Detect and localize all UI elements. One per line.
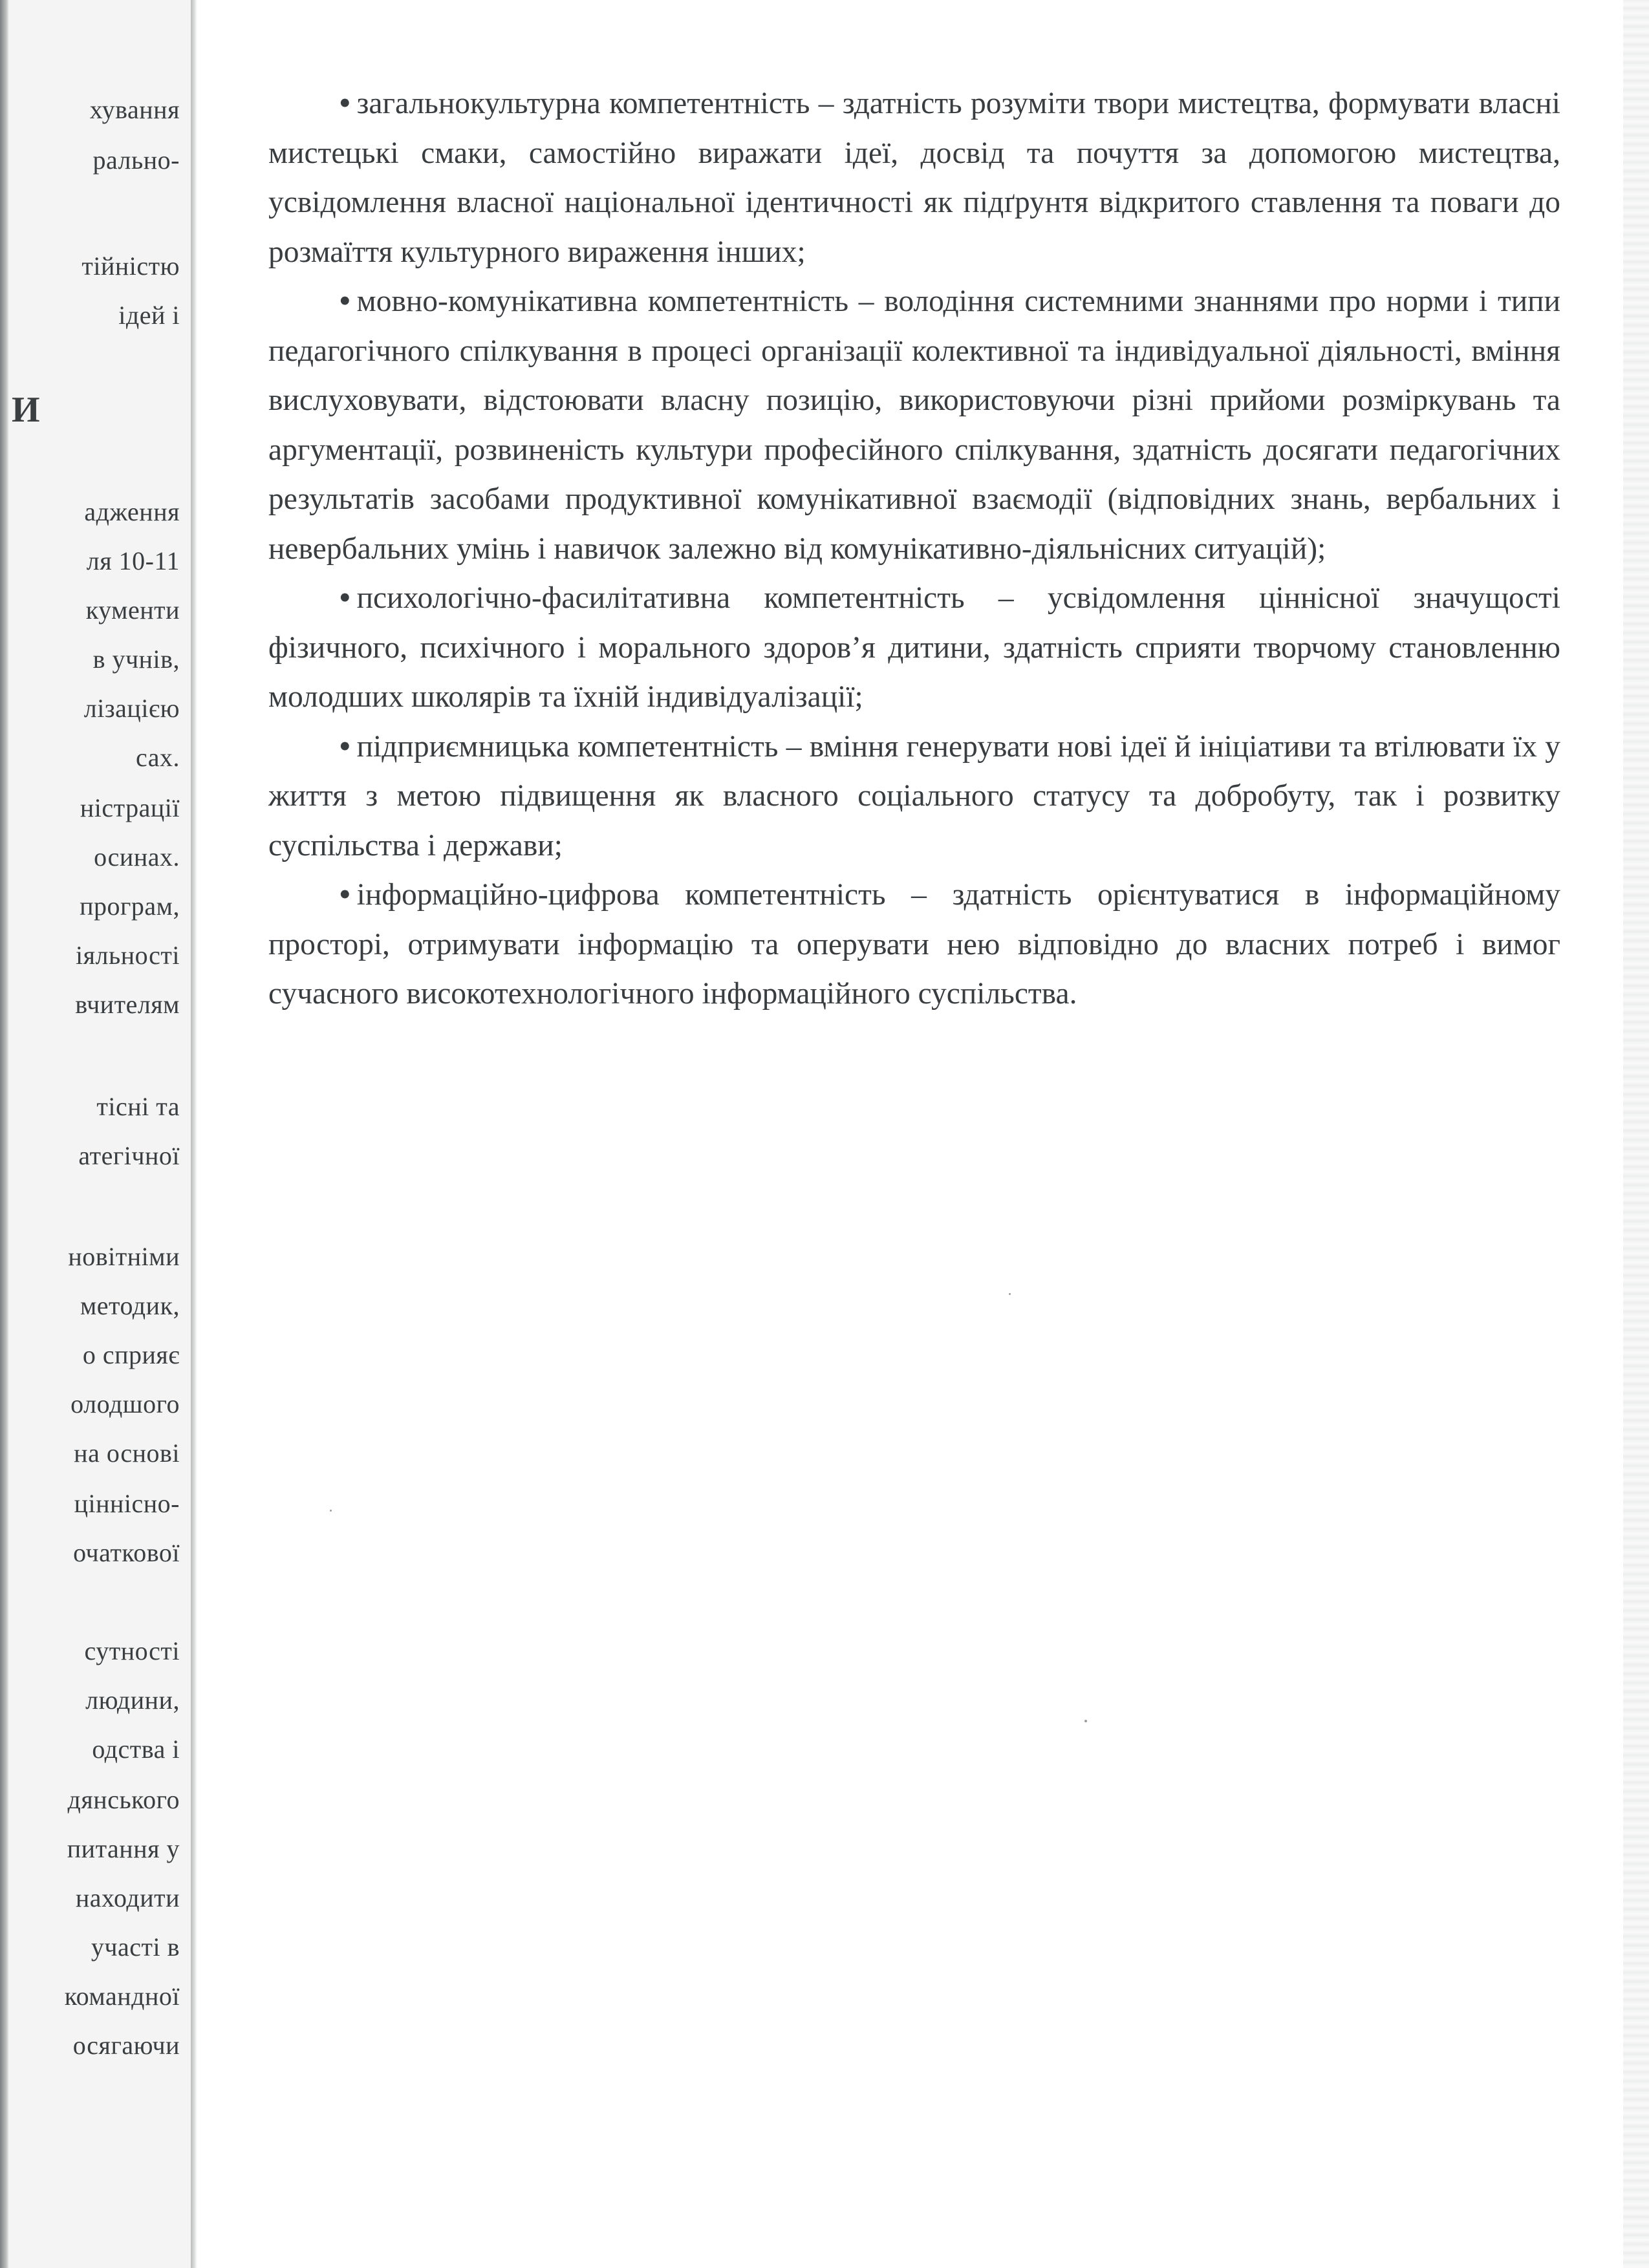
- bullet-icon: •: [339, 878, 350, 912]
- previous-page-line: ціннісно-: [74, 1489, 180, 1518]
- previous-page-line: лізацією: [83, 694, 180, 723]
- scan-right-edge: [1623, 0, 1649, 2268]
- previous-page-strip: [0, 0, 194, 2268]
- previous-page-line: командної: [64, 1982, 180, 2011]
- bullet-icon: •: [339, 729, 350, 764]
- previous-page-line: осинах.: [94, 842, 180, 872]
- previous-page-line: сах.: [136, 743, 180, 772]
- previous-page-line: іяльності: [76, 941, 180, 970]
- previous-page-line: кументи: [85, 595, 180, 625]
- previous-page-heading: И: [12, 390, 41, 430]
- scan-speck: [1009, 1293, 1011, 1295]
- competence-text: інформаційно-цифрова компетентність – здатність орієнтуватися в інформаційному просторі, отримувати інформацію та оперувати нею відповідно до власних потреб і вимог сучасного високотехнологічного інформаційного суспільства.: [268, 878, 1560, 1011]
- bullet-icon: •: [339, 581, 350, 615]
- competence-list: [268, 79, 1560, 1019]
- competence-text: мовно-комунікативна компетентність – володіння системними знаннями про норми і типи педагогічного спілкування в процесі організації колективної та індивідуальної діяльності, вміння вислуховувати, відстоювати власну позицію, використовуючи різні прийоми розміркувань та аргументації, розвиненість культури професійного спілкування, здатність досягати педагогічних результатів засобами продуктивної комунікативної взаємодії (відповідних знань, вербальних і невербальних умінь і навичок залежно від комунікативно-діяльнісних ситуацій);: [268, 284, 1560, 566]
- previous-page-line: адження: [84, 497, 180, 526]
- previous-page-line: атегічної: [78, 1141, 180, 1170]
- previous-page-line: новітніми: [68, 1242, 180, 1271]
- previous-page-line: ля 10-11: [86, 546, 180, 575]
- previous-page-line: в учнів,: [92, 645, 180, 674]
- previous-page-line: одства і: [92, 1735, 180, 1764]
- previous-page-line: тійністю: [81, 251, 180, 281]
- competence-item: [268, 277, 1560, 573]
- competence-item: [268, 573, 1560, 722]
- competence-text: загальнокультурна компетентність – здатність розуміти твори мистецтва, формувати власні мистецькі смаки, самостійно виражати ідеї, досвід та почуття за допомогою мистецтва, усвідомлення власної національної ідентичності як підґрунтя відкритого ставлення та поваги до розмаїття культурного вираження інших;: [268, 87, 1560, 269]
- previous-page-line: тісні та: [96, 1092, 180, 1121]
- competence-item: [268, 79, 1560, 277]
- document-page: [197, 0, 1649, 2268]
- previous-page-line: людини,: [85, 1685, 180, 1715]
- previous-page-line: питання у: [67, 1834, 180, 1863]
- previous-page-line: олодшого: [70, 1389, 180, 1418]
- previous-page-line: сутності: [84, 1636, 180, 1665]
- competence-item: [268, 722, 1560, 871]
- previous-page-line: ідей і: [118, 301, 180, 330]
- previous-page-line: находити: [75, 1883, 180, 1912]
- competence-text: підприємницька компетентність – вміння генерувати нові ідеї й ініціативи та втілювати їх у життя з метою підвищення як власного соціального статусу та добробуту, так і розвитку суспільства і держави;: [268, 729, 1560, 862]
- competence-item: [268, 870, 1560, 1019]
- scan-speck: [330, 1510, 332, 1512]
- previous-page-line: хування: [89, 95, 180, 124]
- previous-page-line: вчителям: [75, 990, 180, 1019]
- previous-page-line: на основі: [74, 1439, 180, 1468]
- previous-page-line: дянського: [67, 1785, 180, 1814]
- previous-page-line: о сприяє: [82, 1340, 180, 1369]
- competence-text: психологічно-фасилітативна компетентність – усвідомлення ціннісної значущості фізичного, психічного і морального здоров’я дитини, здатність сприяти творчому становленню молодших школярів та їхній індивідуалізації;: [268, 581, 1560, 714]
- sheet-edge-shadow: [191, 0, 197, 2268]
- previous-page-line: ністрації: [80, 793, 180, 822]
- previous-page-line: програм,: [80, 892, 180, 921]
- bullet-icon: •: [339, 284, 350, 318]
- previous-page-line: очаткової: [73, 1538, 180, 1567]
- previous-page-line: осягаючи: [72, 2031, 180, 2060]
- previous-page-line: рально-: [92, 145, 180, 175]
- scan-speck: [1084, 1720, 1087, 1722]
- bullet-icon: •: [339, 87, 350, 120]
- scan-left-edge: [0, 0, 9, 2268]
- previous-page-line: участі в: [91, 1932, 180, 1962]
- previous-page-line: методик,: [80, 1291, 180, 1320]
